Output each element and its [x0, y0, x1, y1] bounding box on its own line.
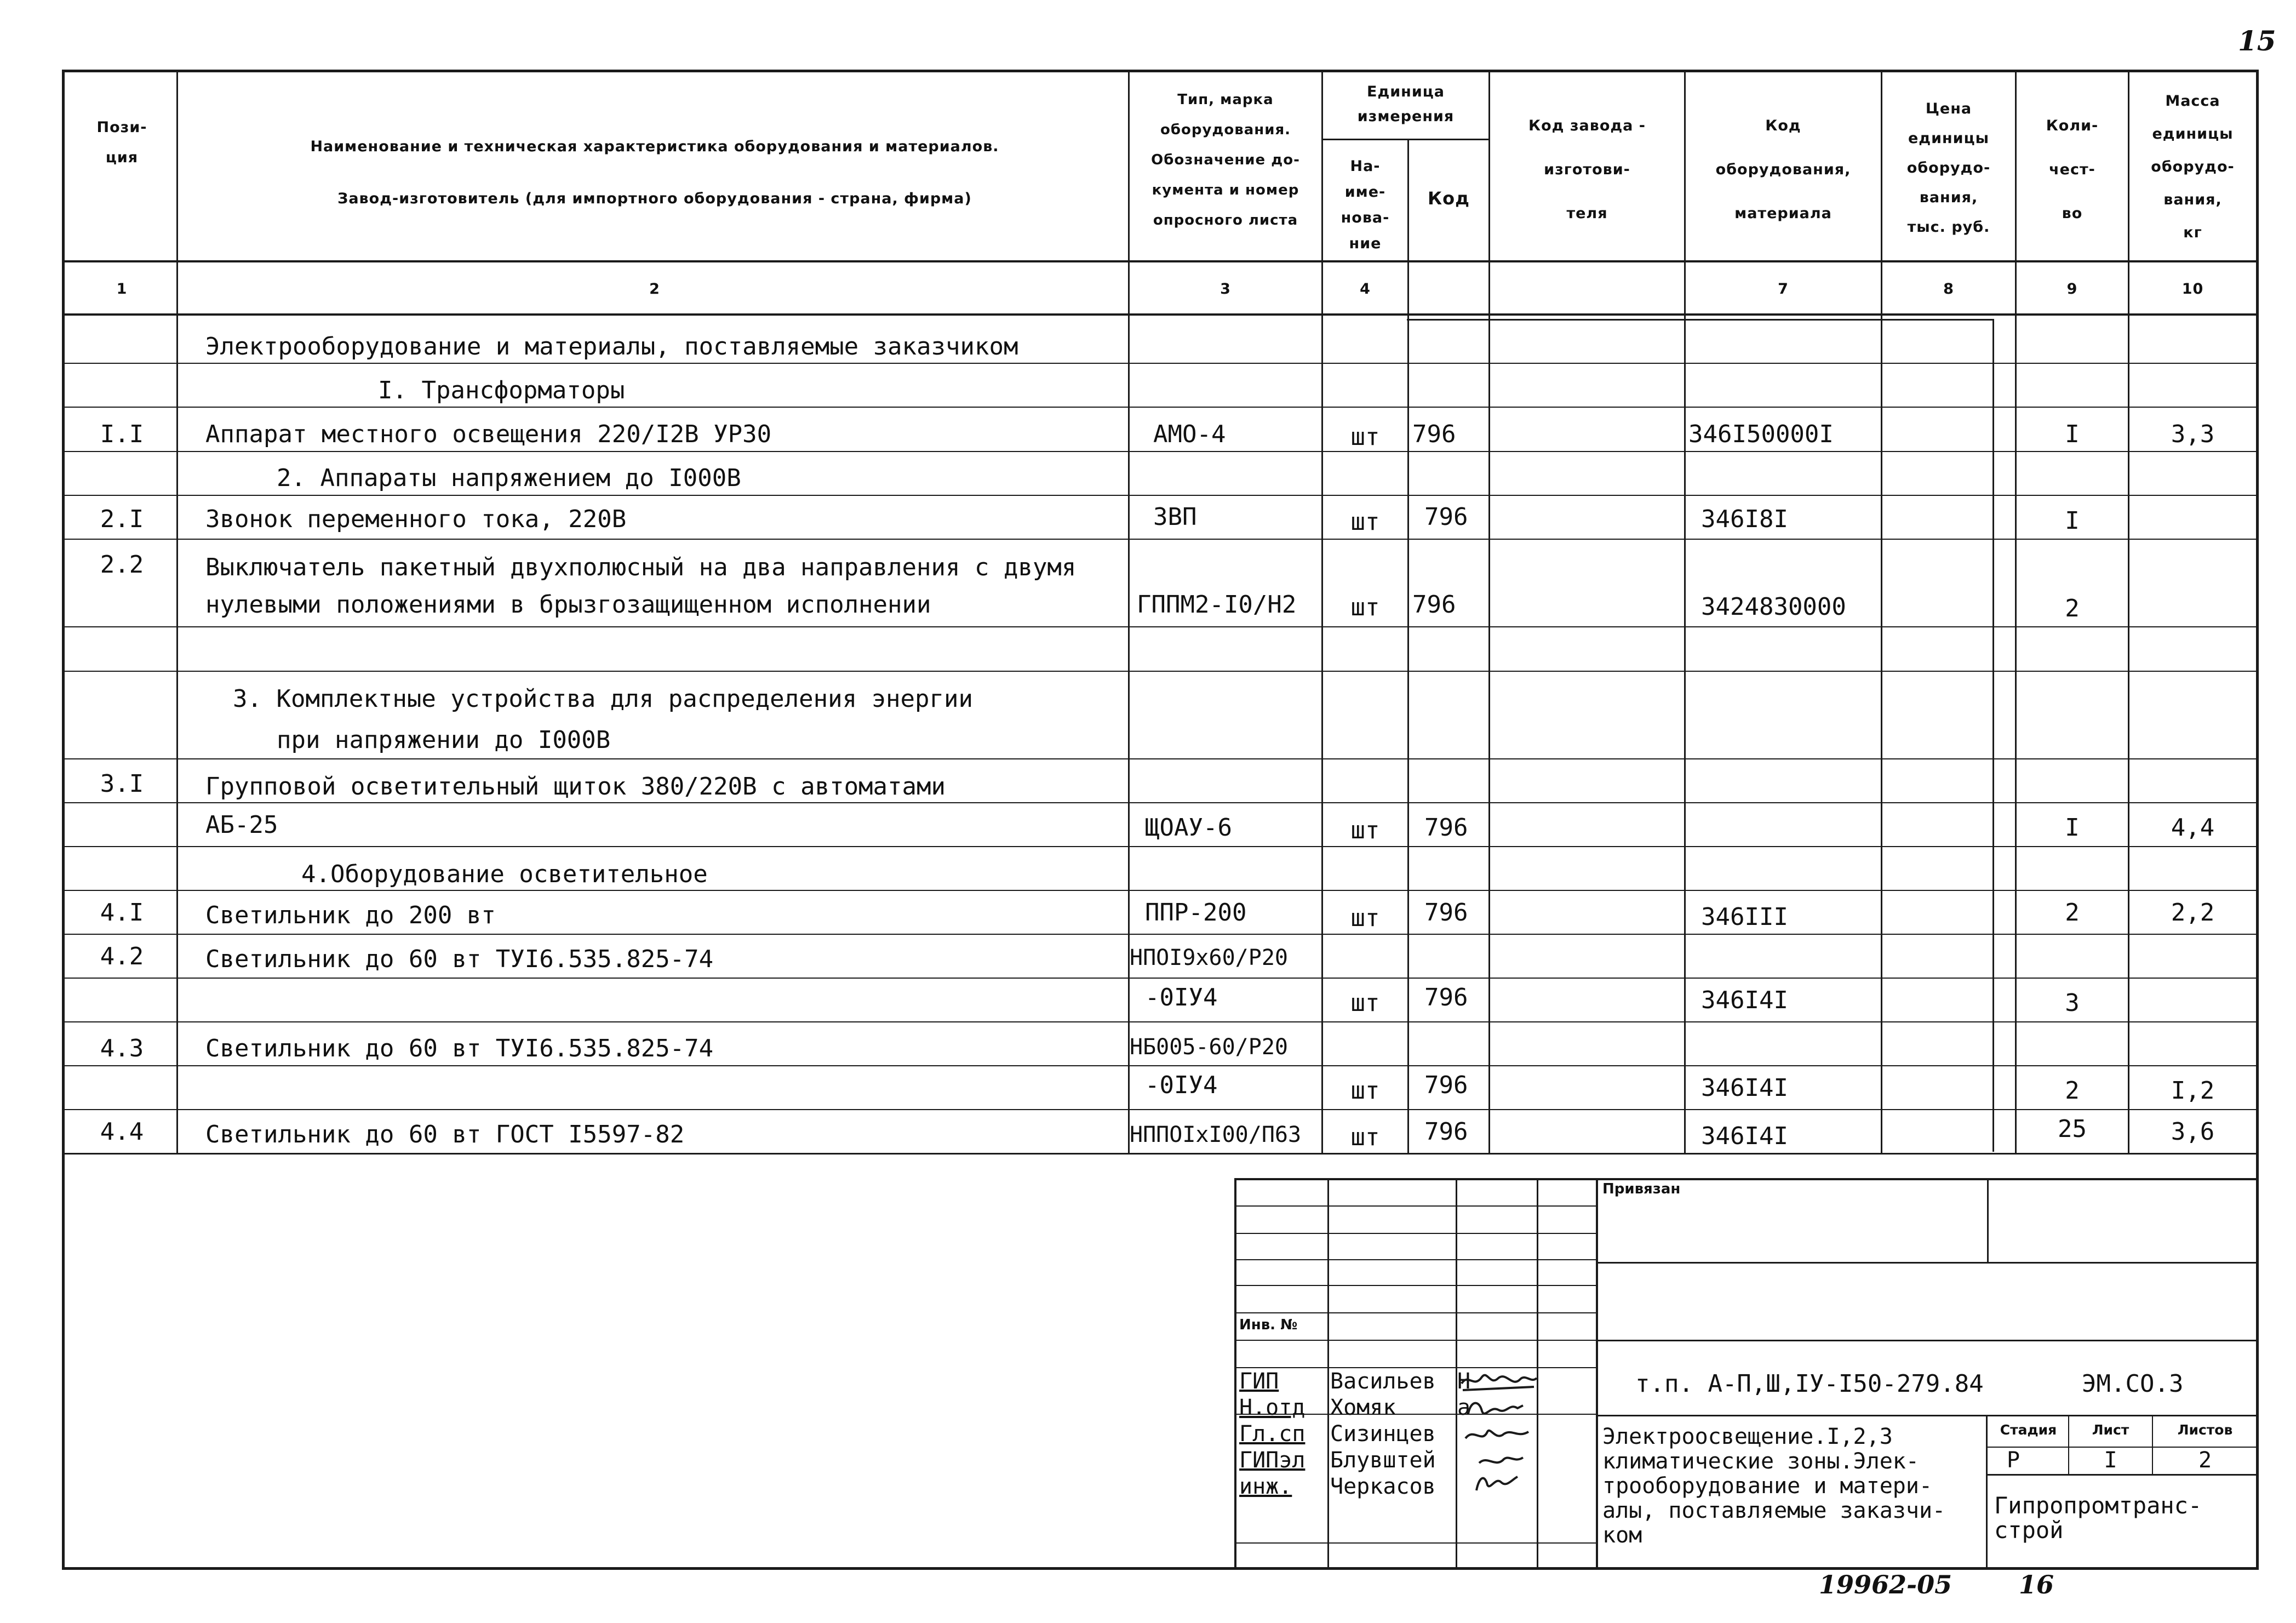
colnum-7: 7	[1778, 281, 1789, 298]
table-row-name: Светильник до 200 вт	[205, 901, 496, 929]
role-gip-el: ГИПэл	[1239, 1448, 1306, 1473]
table-row-position: 2.2	[100, 551, 144, 579]
drawing-description: Электроосвещение.I,2,3 климатические зоны.Элек- трооборудование и матери- алы, поставляемые заказчи- ком	[1602, 1424, 1946, 1548]
table-row-unit-code: 796	[1424, 503, 1468, 531]
header-name: Наименование и техническая характеристика оборудования и материалов. Завод-изготовитель (для импортного оборудования - страна, фирма)	[310, 138, 999, 207]
header-quantity: Коли- чест- во	[2046, 117, 2099, 222]
table-row-qty: 2	[2065, 1077, 2080, 1105]
table-row-qty: I	[2065, 814, 2080, 842]
table-row-equip-code: 346I4I	[1701, 986, 1788, 1014]
table-row-type: АМО-4	[1153, 420, 1226, 448]
table-row-mass: 2,2	[2171, 899, 2215, 927]
table-row-name: Звонок переменного тока, 220В	[205, 505, 627, 533]
signature-3	[1465, 1431, 1528, 1438]
organization-name: Гипропромтранс- строй	[1994, 1492, 2202, 1544]
table-row-type: ППР-200	[1145, 899, 1247, 927]
header-equipment-code: Код оборудования, материала	[1715, 117, 1851, 222]
document-code: ЭМ.СО.3	[2082, 1370, 2184, 1398]
signature-2	[1468, 1403, 1523, 1414]
role-head-dept: Н.отд	[1239, 1395, 1306, 1420]
colnum-2: 2	[649, 281, 660, 298]
header-unit-group: Единица измерения	[1357, 83, 1455, 125]
table-row-unit: шт	[1350, 904, 1380, 932]
name-cherkasov: Черкасов	[1330, 1474, 1436, 1499]
table-row-unit: шт	[1350, 423, 1380, 451]
signature-scribbles	[1457, 1367, 1539, 1493]
table-row-name: при напряжении до I000В	[277, 726, 611, 754]
header-price: Цена единицы оборудо- вания, тыс. руб.	[1906, 100, 1991, 236]
table-row-name: нулевыми положениями в брызгозащищенном исполнении	[205, 591, 931, 619]
sheet-value: I	[2104, 1448, 2117, 1473]
stage-value: Р	[2006, 1448, 2020, 1473]
signature-1	[1462, 1375, 1537, 1390]
colnum-1: 1	[116, 281, 128, 298]
table-row-position: 4.4	[100, 1118, 144, 1146]
name-bluvshtein: Блувштей	[1330, 1448, 1436, 1473]
header-unit-code: Код	[1428, 188, 1470, 209]
colnum-8: 8	[1943, 281, 1954, 298]
name-sizintsev: Сизинцев	[1330, 1421, 1436, 1447]
signature-5	[1476, 1477, 1518, 1490]
table-row-position: I.I	[100, 420, 144, 448]
table-row-unit: шт	[1350, 1077, 1380, 1105]
table-row-position: 3.I	[100, 770, 144, 798]
table-row-position: 4.I	[100, 899, 144, 927]
table-row-equip-code: 346I50000I	[1688, 420, 1834, 448]
table-row-unit-code: 796	[1424, 814, 1468, 842]
table-row-name: 4.Оборудование осветительное	[301, 860, 708, 888]
table-row-name: Электрооборудование и материалы, поставляемые заказчиком	[205, 333, 1018, 361]
colnum-9: 9	[2066, 281, 2078, 298]
table-row-mass: 3,6	[2171, 1118, 2215, 1146]
table-row-qty: 2	[2065, 595, 2080, 622]
header-factory-code: Код завода - изготови- теля	[1528, 117, 1646, 222]
sheet-label: Лист	[2092, 1422, 2129, 1438]
table-row-unit-code: 796	[1424, 984, 1468, 1011]
footer-code: 19962-05	[1819, 1570, 1953, 1599]
colnum-3: 3	[1220, 281, 1231, 298]
sheets-value: 2	[2198, 1448, 2212, 1473]
table-row-type: ЩОАУ-6	[1145, 814, 1232, 842]
table-row-mass: 3,3	[2171, 420, 2215, 448]
table-row-name: 2. Аппараты напряжением до I000В	[277, 464, 741, 492]
table-row-type: -0IУ4	[1145, 984, 1218, 1011]
table-row-equip-code: 346I8I	[1701, 505, 1788, 533]
table-row-qty: 25	[2058, 1115, 2087, 1143]
colnum-10: 10	[2182, 281, 2204, 298]
table-row-unit: шт	[1350, 989, 1380, 1017]
project-code: т.п. А-П,Ш,IУ-I50-279.84	[1635, 1370, 1984, 1398]
table-row-name: Выключатель пакетный двухполюсный на два направления с двумя	[205, 553, 1077, 581]
header-mass: Масса единицы оборудо- вания, кг	[2151, 93, 2235, 241]
table-row-unit-code: 796	[1412, 591, 1456, 619]
table-row-name: Аппарат местного освещения 220/I2В УР30	[205, 420, 772, 448]
table-row-unit: шт	[1350, 593, 1380, 621]
role-gip: ГИП	[1239, 1369, 1279, 1394]
table-row-equip-code: 346III	[1701, 903, 1788, 931]
signature-roles	[1239, 1368, 1305, 1500]
table-row-qty: I	[2065, 507, 2080, 535]
table-row-position: 4.2	[100, 942, 144, 970]
stage-label: Стадия	[2000, 1422, 2057, 1438]
table-row-qty: I	[2065, 420, 2080, 448]
table-row-type: НППОIхI00/П63	[1130, 1122, 1302, 1147]
header-position: Пози- ция	[96, 119, 147, 166]
sheets-label: Листов	[2177, 1422, 2233, 1438]
table-row-qty: 2	[2065, 899, 2080, 927]
table-row-type: ГППМ2-I0/Н2	[1137, 591, 1297, 619]
table-row-name: Светильник до 60 вт ГОСТ I5597-82	[205, 1121, 685, 1148]
name-vasiliev: Васильев	[1330, 1369, 1436, 1394]
colnum-4: 4	[1360, 281, 1371, 298]
table-row-qty: 3	[2065, 989, 2080, 1017]
table-row-name: Светильник до 60 вт ТУI6.535.825-74	[205, 945, 714, 973]
signature-names	[1330, 1368, 1436, 1500]
table-row-equip-code: 3424830000	[1701, 593, 1846, 621]
table-row-unit: шт	[1350, 508, 1380, 536]
table-row-unit: шт	[1350, 816, 1380, 844]
table-row-mass: I,2	[2171, 1077, 2215, 1105]
table-row-name: Групповой осветительный щиток 380/220В с автоматами	[205, 773, 946, 801]
signature-4	[1479, 1458, 1523, 1463]
table-row-unit-code: 796	[1424, 1071, 1468, 1099]
table-row-type: НПОI9х60/Р20	[1130, 945, 1288, 970]
table-row-name: Светильник до 60 вт ТУI6.535.825-74	[205, 1035, 714, 1062]
table-row-position: 2.I	[100, 505, 144, 533]
table-row-unit-code: 796	[1424, 899, 1468, 927]
footer-number: 16	[2019, 1570, 2054, 1599]
table-row-position: 4.3	[100, 1035, 144, 1062]
header-unit-name: На- име- нова- ние	[1341, 158, 1390, 252]
table-row-name: I. Трансформаторы	[378, 376, 625, 404]
table-row-name: 3. Комплектные устройства для распределения энергии	[233, 685, 974, 713]
name-khomyak: Хомяк	[1330, 1395, 1396, 1420]
table-row-equip-code: 346I4I	[1701, 1122, 1788, 1150]
table-row-equip-code: 346I4I	[1701, 1074, 1788, 1102]
table-row-unit-code: 796	[1412, 420, 1456, 448]
name-suffixes: Н а	[1457, 1369, 1471, 1420]
table-row-unit: шт	[1350, 1123, 1380, 1151]
table-row-name: АБ-25	[205, 811, 278, 839]
table-row-mass: 4,4	[2171, 814, 2215, 842]
table-row-type: -0IУ4	[1145, 1071, 1218, 1099]
privyazan-label: Привязан	[1602, 1181, 1681, 1197]
table-row-type: НБ005-60/Р20	[1130, 1035, 1288, 1060]
header-type: Тип, марка оборудования. Обозначение до- кумента и номер опросного листа	[1151, 92, 1300, 228]
page-number: 15	[2238, 25, 2276, 57]
role-engineer: инж.	[1239, 1474, 1292, 1499]
role-chief-spec: Гл.сп	[1239, 1421, 1306, 1447]
table-row-unit-code: 796	[1424, 1118, 1468, 1146]
table-row-type: ЗВП	[1153, 503, 1197, 531]
inventory-number-label: Инв. №	[1239, 1317, 1298, 1333]
